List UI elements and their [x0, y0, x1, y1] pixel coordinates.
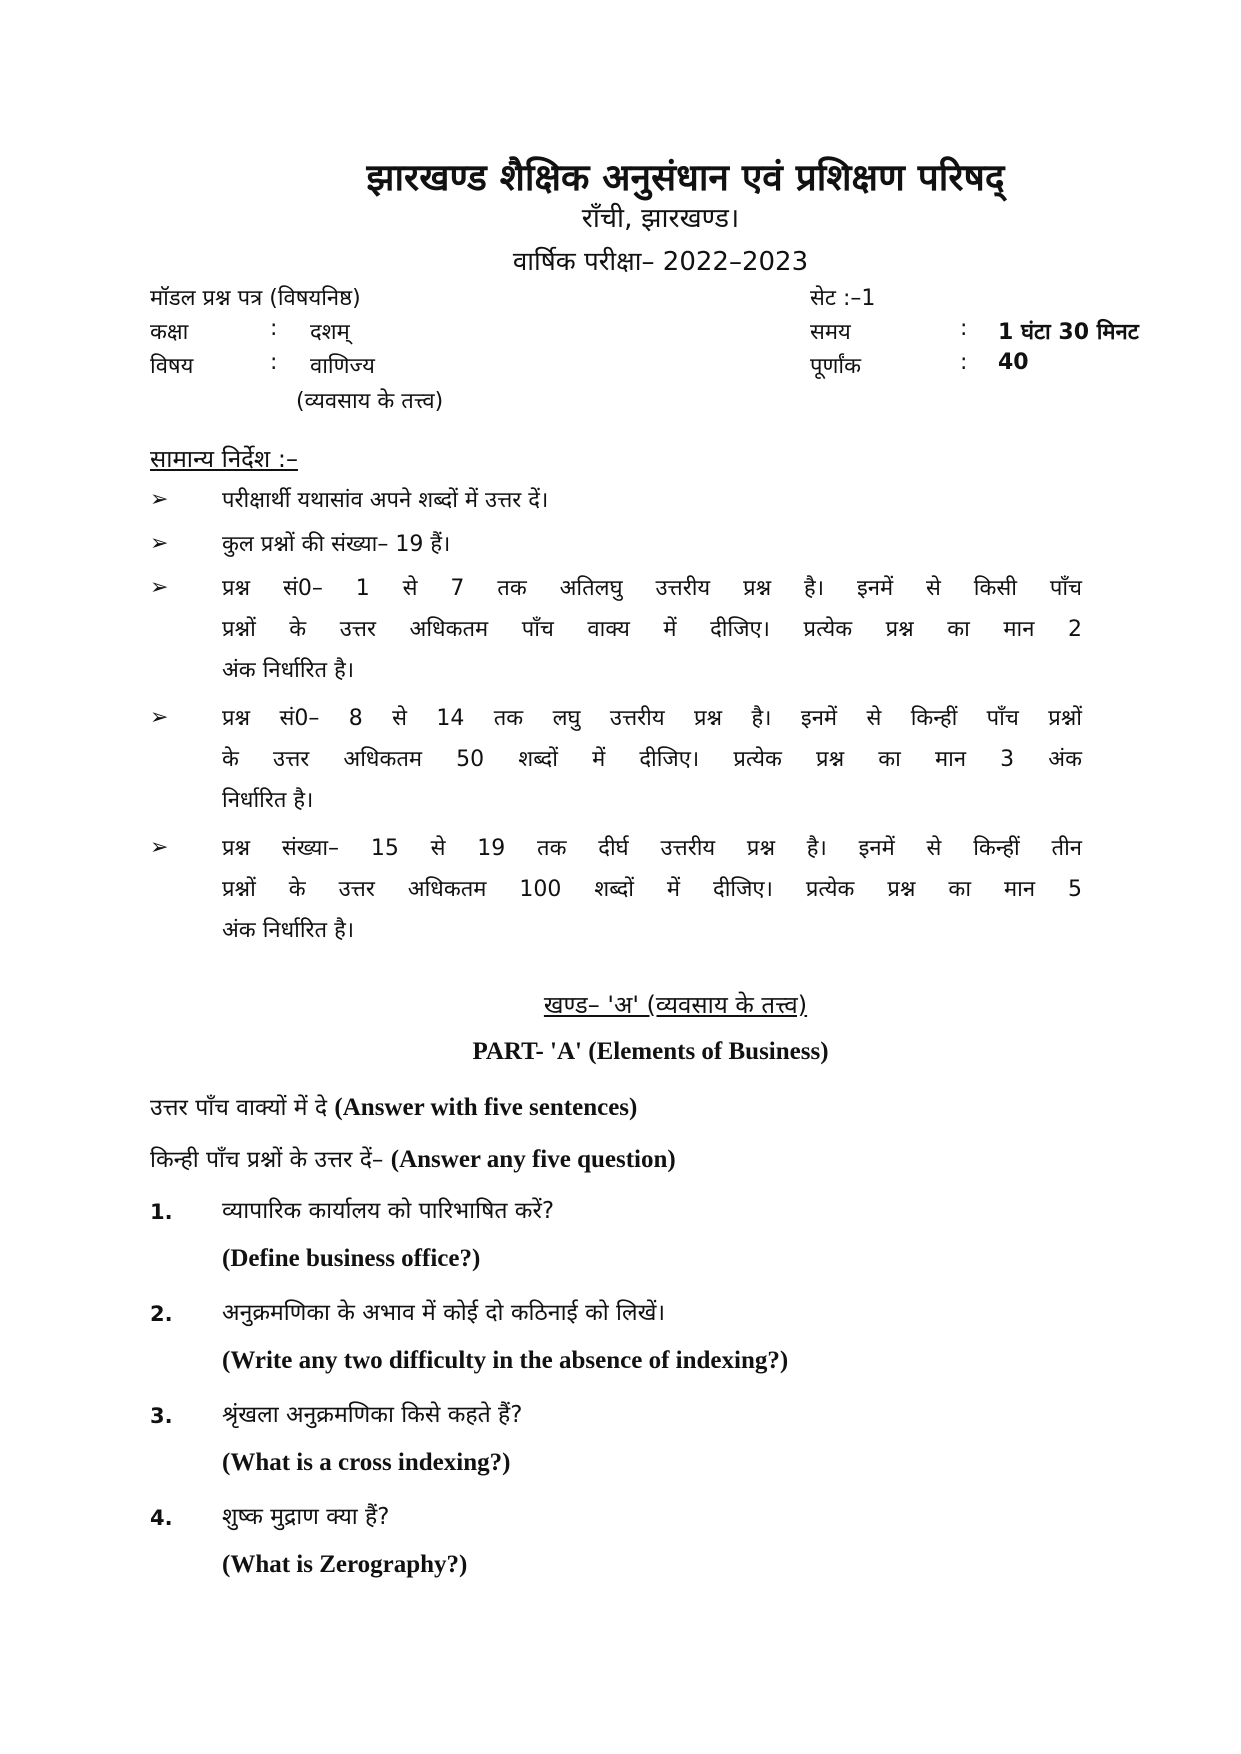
instruction-line: परीक्षार्थी यथासांव अपने शब्दों में उत्तर दें।: [222, 488, 549, 513]
instruction-line: प्रश्नों के उत्तर अधिकतम पाँच वाक्य में दीजिए। प्रत्येक प्रश्न का मान 2: [222, 617, 1082, 642]
page-title: झारखण्ड शैक्षिक अनुसंधान एवं प्रशिक्षण परिषद्: [366, 156, 1005, 199]
choice-instruction-english: (Answer any five question): [390, 1146, 676, 1173]
question-text-english: (Write any two difficulty in the absence of indexing?): [222, 1347, 789, 1374]
marks-value: 40: [998, 350, 1029, 375]
instruction-line: प्रश्न सं0– 8 से 14 तक लघु उत्तरीय प्रश्न है। इनमें से किन्हीं पाँच प्रश्नों: [222, 706, 1082, 731]
paper-type: मॉडल प्रश्न पत्र (विषयनिष्ठ): [150, 286, 361, 311]
class-value: दशम्: [310, 320, 350, 345]
question-number: 2.: [150, 1302, 173, 1326]
time-colon: :: [960, 316, 968, 341]
subject-label: विषय: [150, 354, 194, 379]
bullet-arrow-icon: ➢: [150, 575, 169, 600]
instruction-line: अंक निर्धारित है।: [222, 918, 355, 943]
question-text-hindi: अनुक्रमणिका के अभाव में कोई दो कठिनाई को लिखें।: [222, 1300, 666, 1326]
marks-colon: :: [960, 350, 968, 375]
section-title-english: PART- 'A' (Elements of Business): [472, 1038, 829, 1065]
bullet-arrow-icon: ➢: [150, 705, 169, 730]
question-number: 4.: [150, 1506, 173, 1530]
choice-instruction-line: [150, 1142, 676, 1174]
time-value: 1 घंटा 30 मिनट: [998, 320, 1139, 345]
time-label: समय: [810, 320, 851, 345]
choice-instruction-hindi: किन्ही पाँच प्रश्नों के उत्तर दें–: [150, 1147, 384, 1173]
question-text-english: (Define business office?): [222, 1245, 481, 1272]
exam-line: वार्षिक परीक्षा– 2022–2023: [512, 247, 809, 277]
class-colon: :: [270, 316, 278, 341]
question-text-hindi: श्रृंखला अनुक्रमणिका किसे कहते हैं?: [222, 1402, 523, 1428]
instruction-line: के उत्तर अधिकतम 50 शब्दों में दीजिए। प्रत्येक प्रश्न का मान 3 अंक: [222, 747, 1082, 772]
subject-colon: :: [270, 350, 278, 375]
instruction-line: प्रश्नों के उत्तर अधिकतम 100 शब्दों में दीजिए। प्रत्येक प्रश्न का मान 5: [222, 877, 1082, 902]
question-text-english: (What is Zerography?): [222, 1551, 468, 1578]
question-number: 1.: [150, 1200, 173, 1224]
instructions-heading: सामान्य निर्देश :–: [150, 445, 298, 473]
instruction-line: निर्धारित है।: [222, 788, 314, 813]
subject-subtitle: (व्यवसाय के तत्त्व): [296, 389, 444, 414]
question-text-hindi: शुष्क मुद्राण क्या हैं?: [222, 1504, 390, 1530]
answer-instruction-english: (Answer with five sentences): [334, 1094, 638, 1121]
bullet-arrow-icon: ➢: [150, 531, 169, 556]
answer-instruction-hindi: उत्तर पाँच वाक्यों में दे: [150, 1095, 328, 1121]
question-text-english: (What is a cross indexing?): [222, 1449, 511, 1476]
question-number: 3.: [150, 1404, 173, 1428]
location-line: राँची, झारखण्ड।: [581, 203, 740, 234]
set-label: सेट :–1: [810, 286, 876, 311]
section-title-hindi: खण्ड– 'अ' (व्यवसाय के तत्त्व): [543, 991, 808, 1019]
instruction-line: प्रश्न संख्या– 15 से 19 तक दीर्घ उत्तरीय प्रश्न है। इनमें से किन्हीं तीन: [222, 836, 1082, 861]
instruction-line: कुल प्रश्नों की संख्या– 19 हैं।: [222, 532, 451, 557]
bullet-arrow-icon: ➢: [150, 487, 169, 512]
question-text-hindi: व्यापारिक कार्यालय को पारिभाषित करें?: [222, 1198, 555, 1224]
instruction-line: प्रश्न सं0– 1 से 7 तक अतिलघु उत्तरीय प्रश्न है। इनमें से किसी पाँच: [222, 576, 1082, 601]
marks-label: पूर्णांक: [810, 354, 861, 379]
answer-instruction-line: [150, 1090, 637, 1122]
subject-value: वाणिज्य: [310, 354, 375, 379]
bullet-arrow-icon: ➢: [150, 835, 169, 860]
class-label: कक्षा: [150, 320, 189, 345]
instruction-line: अंक निर्धारित है।: [222, 658, 355, 683]
